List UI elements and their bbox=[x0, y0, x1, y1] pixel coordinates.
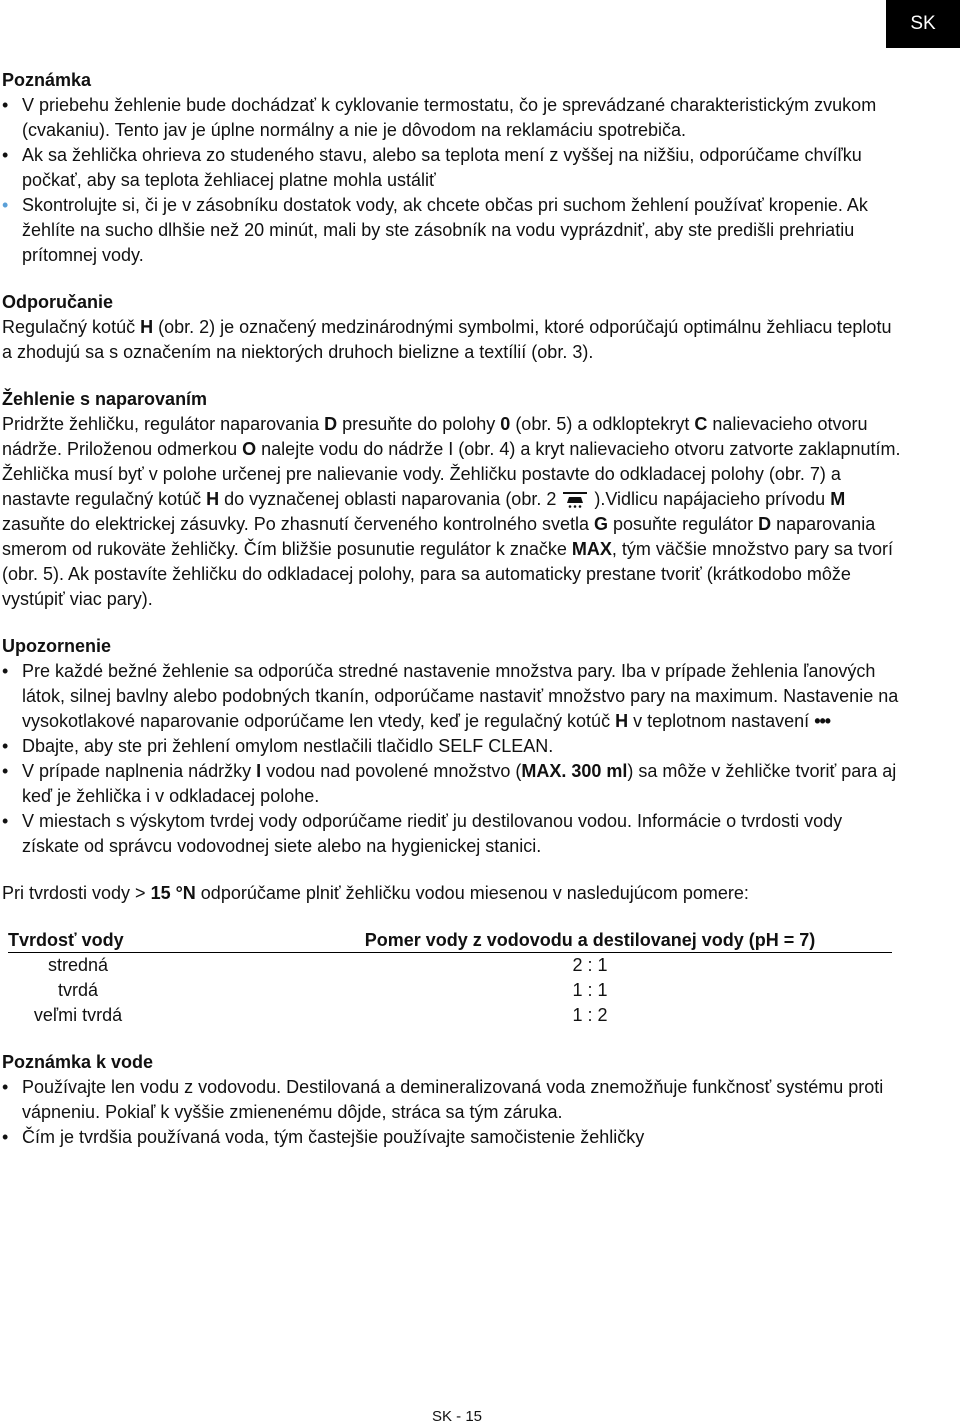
warning-section bbox=[2, 634, 902, 859]
recommendation-section bbox=[2, 290, 902, 365]
table-cell: 1 : 1 bbox=[572, 980, 608, 1000]
warning-list bbox=[2, 659, 902, 859]
list-item: • Dbajte, aby ste pri žehlení omylom nestlačili tlačidlo SELF CLEAN. bbox=[2, 734, 902, 759]
note-list bbox=[2, 93, 902, 268]
water-ratio-table bbox=[8, 928, 892, 1028]
water-note-list bbox=[2, 1075, 902, 1150]
language-tab: SK bbox=[886, 0, 960, 48]
recommendation-heading: Odporučanie bbox=[2, 292, 114, 312]
steam-icon bbox=[561, 489, 589, 509]
list-item: • V prípade naplnenia nádržky I vodou nad povolené množstvo (MAX. 300 ml) sa môže v žehličke tvoriť para aj keď je žehlička i v odkladacej polohe. bbox=[2, 759, 902, 809]
list-item: • V miestach s výskytom tvrdej vody odporúčame riediť ju destilovanou vodou. Informácie o tvrdosti vody získate od správcu vodovodnej siete alebo na hygienickej stanici. bbox=[2, 809, 902, 859]
table-cell: tvrdá bbox=[57, 980, 99, 1000]
list-item: • Používajte len vodu z vodovodu. Destilovaná a demineralizovaná voda znemožňuje funkčnosť systému proti vápneniu. Pokiaľ k vyššie zmienenému dôjde, stráca sa tým záruka. bbox=[2, 1075, 902, 1125]
column-header: Pomer vody z vodovodu a destilovanej vody (pH = 7) bbox=[248, 928, 892, 953]
list-item: • Čím je tvrdšia používaná voda, tým častejšie používajte samočistenie žehličky bbox=[2, 1125, 902, 1150]
note-heading: Poznámka bbox=[2, 70, 92, 90]
water-note-section bbox=[2, 1050, 902, 1150]
column-header: Tvrdosť vody bbox=[8, 928, 248, 953]
table-cell: 2 : 1 bbox=[572, 955, 608, 975]
temperature-dots: ••• bbox=[814, 711, 831, 731]
table-row bbox=[8, 1003, 892, 1028]
table-cell: veľmi tvrdá bbox=[33, 1005, 123, 1025]
list-item: • Pre každé bežné žehlenie sa odporúča stredné nastavenie množstva pary. Iba v prípade žehlenia ľanových látok, silnej bavlny alebo podobných tkanín, odporúčame nastaviť množstvo pary na maximum. Nastavenie na vysokotlakové naparovanie odporúčame len vtedy, keď je regulačný kotúč H v teplotnom nastavení ••• bbox=[2, 659, 902, 734]
table-row bbox=[8, 953, 892, 979]
steam-ironing-heading: Žehlenie s naparovaním bbox=[2, 389, 208, 409]
note-section bbox=[2, 68, 902, 268]
page-content bbox=[2, 68, 902, 1150]
list-item: • Skontrolujte si, či je v zásobníku dostatok vody, ak chcete občas pri suchom žehlení používať kropenie. Ak žehlíte na sucho dlhšie než 20 minút, mali by ste zásobník na vodu vyprázdniť, aby ste predišli prehriatiu prítomnej vody. bbox=[2, 193, 902, 268]
warning-heading: Upozornenie bbox=[2, 636, 112, 656]
steam-ironing-text: Pridržte žehličku, regulátor naparovania D presuňte do polohy 0 (obr. 5) a odkloptekryt C nalievacieho otvoru nádrže. Priloženou odmerkou O nalejte vodu do nádrže I (obr. 4) a kryt nalievacieho otvoru zatvorte zaklapnutím. Žehlička musí byť v polohe určenej pre nalievanie vody. Žehličku postavte do odkladacej polohy (obr. 7) a nastavte regulačný kotúč H do vyznačenej oblasti naparovania (obr. 2 ).Vidlicu napájacieho prívodu M zasuňte do elektrickej zásuvky. Po zhasnutí červeného kontrolného svetla G posuňte regulátor D naparovania smerom od rukoväte žehličky. Čím bližšie posunutie regulátor k značke MAX, tým väčšie množstvo pary sa tvorí (obr. 5). Ak postavíte žehličku do odkladacej polohy, para sa automaticky prestane tvoriť (krátkodobo môže vystúpiť viac pary). bbox=[2, 414, 901, 609]
hardness-text: Pri tvrdosti vody > 15 °N odporúčame plniť žehličku vodou miesenou v nasledujúcom pomere: bbox=[2, 883, 749, 903]
table-cell: 1 : 2 bbox=[572, 1005, 608, 1025]
page-number: SK - 15 bbox=[431, 1408, 483, 1425]
table-cell: stredná bbox=[47, 955, 109, 975]
list-item: • Ak sa žehlička ohrieva zo studeného stavu, alebo sa teplota mení z vyššej na nižšiu, odporúčame chvíľku počkať, aby sa teplota žehliacej platne mohla ustáliť bbox=[2, 143, 902, 193]
table-row bbox=[8, 978, 892, 1003]
steam-ironing-section bbox=[2, 387, 902, 612]
list-item: • V priebehu žehlenie bude dochádzať k cyklovanie termostatu, čo je sprevádzané charakteristickým zvukom (cvakaniu). Tento jav je úplne normálny a nie je dôvodom na reklamáciu spotrebiča. bbox=[2, 93, 902, 143]
table-header-row bbox=[8, 928, 892, 953]
recommendation-text: Regulačný kotúč H (obr. 2) je označený medzinárodnými symbolmi, ktoré odporúčajú optimálnu žehliacu teplotu a zhodujú sa s označením na niektorých druhoch bielizne a textílií (obr. 3). bbox=[2, 317, 892, 362]
water-note-heading: Poznámka k vode bbox=[2, 1052, 154, 1072]
